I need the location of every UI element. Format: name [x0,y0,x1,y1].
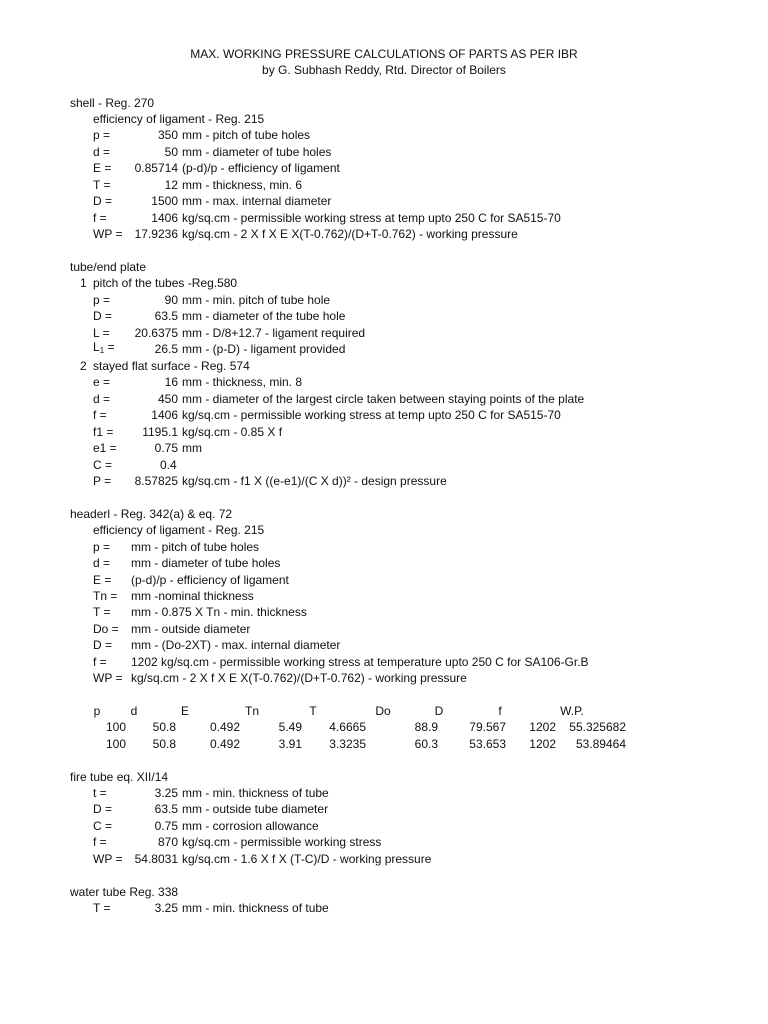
document-page: MAX. WORKING PRESSURE CALCULATIONS OF PARTS AS PER IBR by G. Subhash Reddy, Rtd. Director of Boilers shell - Reg. 270 efficiency of ligament - Reg. 215 p = 350 mm - pitch of tube holes d = 50 mm - diameter of tube holes E = 0.85714 (p-d)/p - efficiency of ligament T = 12 mm - thickness, min. 6 D = 1500 mm - max. internal diameter f = 1406 kg/sq.cm - permissible working stress at temp upto 250 C for SA515-70 WP = 17.9236 kg/sq.cm - 2 X f X E X(T-0.762)/(D+T-0.762) - working pressure tube/end plate 1 pitch of the tubes -Reg.580 p = 90 mm - min. pitch of tube hole D = 63.5 mm - diameter of the tube hole L = 20.6375 mm - D/8+12.7 - ligament required $L_1$ = 26.5 mm - (p-D) - ligament provided 2 stayed flat surface - Reg. 574 e = 16 mm - thickness, min. 8 d = 450 mm - diameter of the largest circle taken between staying points of the plate f = 1406 kg/sq.cm - permissible working stress at temp upto 250 C for SA515-70 f1 = 1195.1 kg/sq.cm - 0.85 X f e1 = 0.75 mm C = 0.4 P = 8.57825 kg/sq.cm - f1 X ((e-e1)/(C X d))² - design pressure headerl - Reg. 342(a) & eq. 72 efficiency of ligament - Reg. 215 p = mm - pitch of tube holes d = mm - diameter of tube holes E = (p-d)/p - efficiency of ligament Tn = mm -nominal thickness T = mm - 0.875 X Tn - min. thickness Do = mm - outside diameter D = mm - (Do-2XT) - max. internal diameter f = 1202 kg/sq.cm - permissible working stress at temperature upto 250 C for SA106-Gr.B WP = kg/sq.cm - 2 X f X E X(T-0.762)/(D+T-0.762) - working pressure p d E Tn T Do D f W.P. 100 50.8 0.492 5.49 4.6665 88.9 79.567 1202 55.325682 100 50.8 0.492 3.91 3.3235 60.3 53.653 1202 53.89464 fire tube eq. XII/14 t = 3.25 mm - min. thickness of tube D = 63.5 mm - outside tube diameter C = 0.75 mm - corrosion allowance f = 870 kg/sq.cm - permissible working stress WP = 54.8031 kg/sq.cm - 1.6 X f X (T-C)/D - working pressure water tube Reg. 338 T = 3.25 mm - min. thickness of tube [0,0,768,1024]
document-author: by G. Subhash Reddy, Rtd. Director of Boilers [262,63,506,77]
document-title: MAX. WORKING PRESSURE CALCULATIONS OF PARTS AS PER IBR [190,47,578,61]
